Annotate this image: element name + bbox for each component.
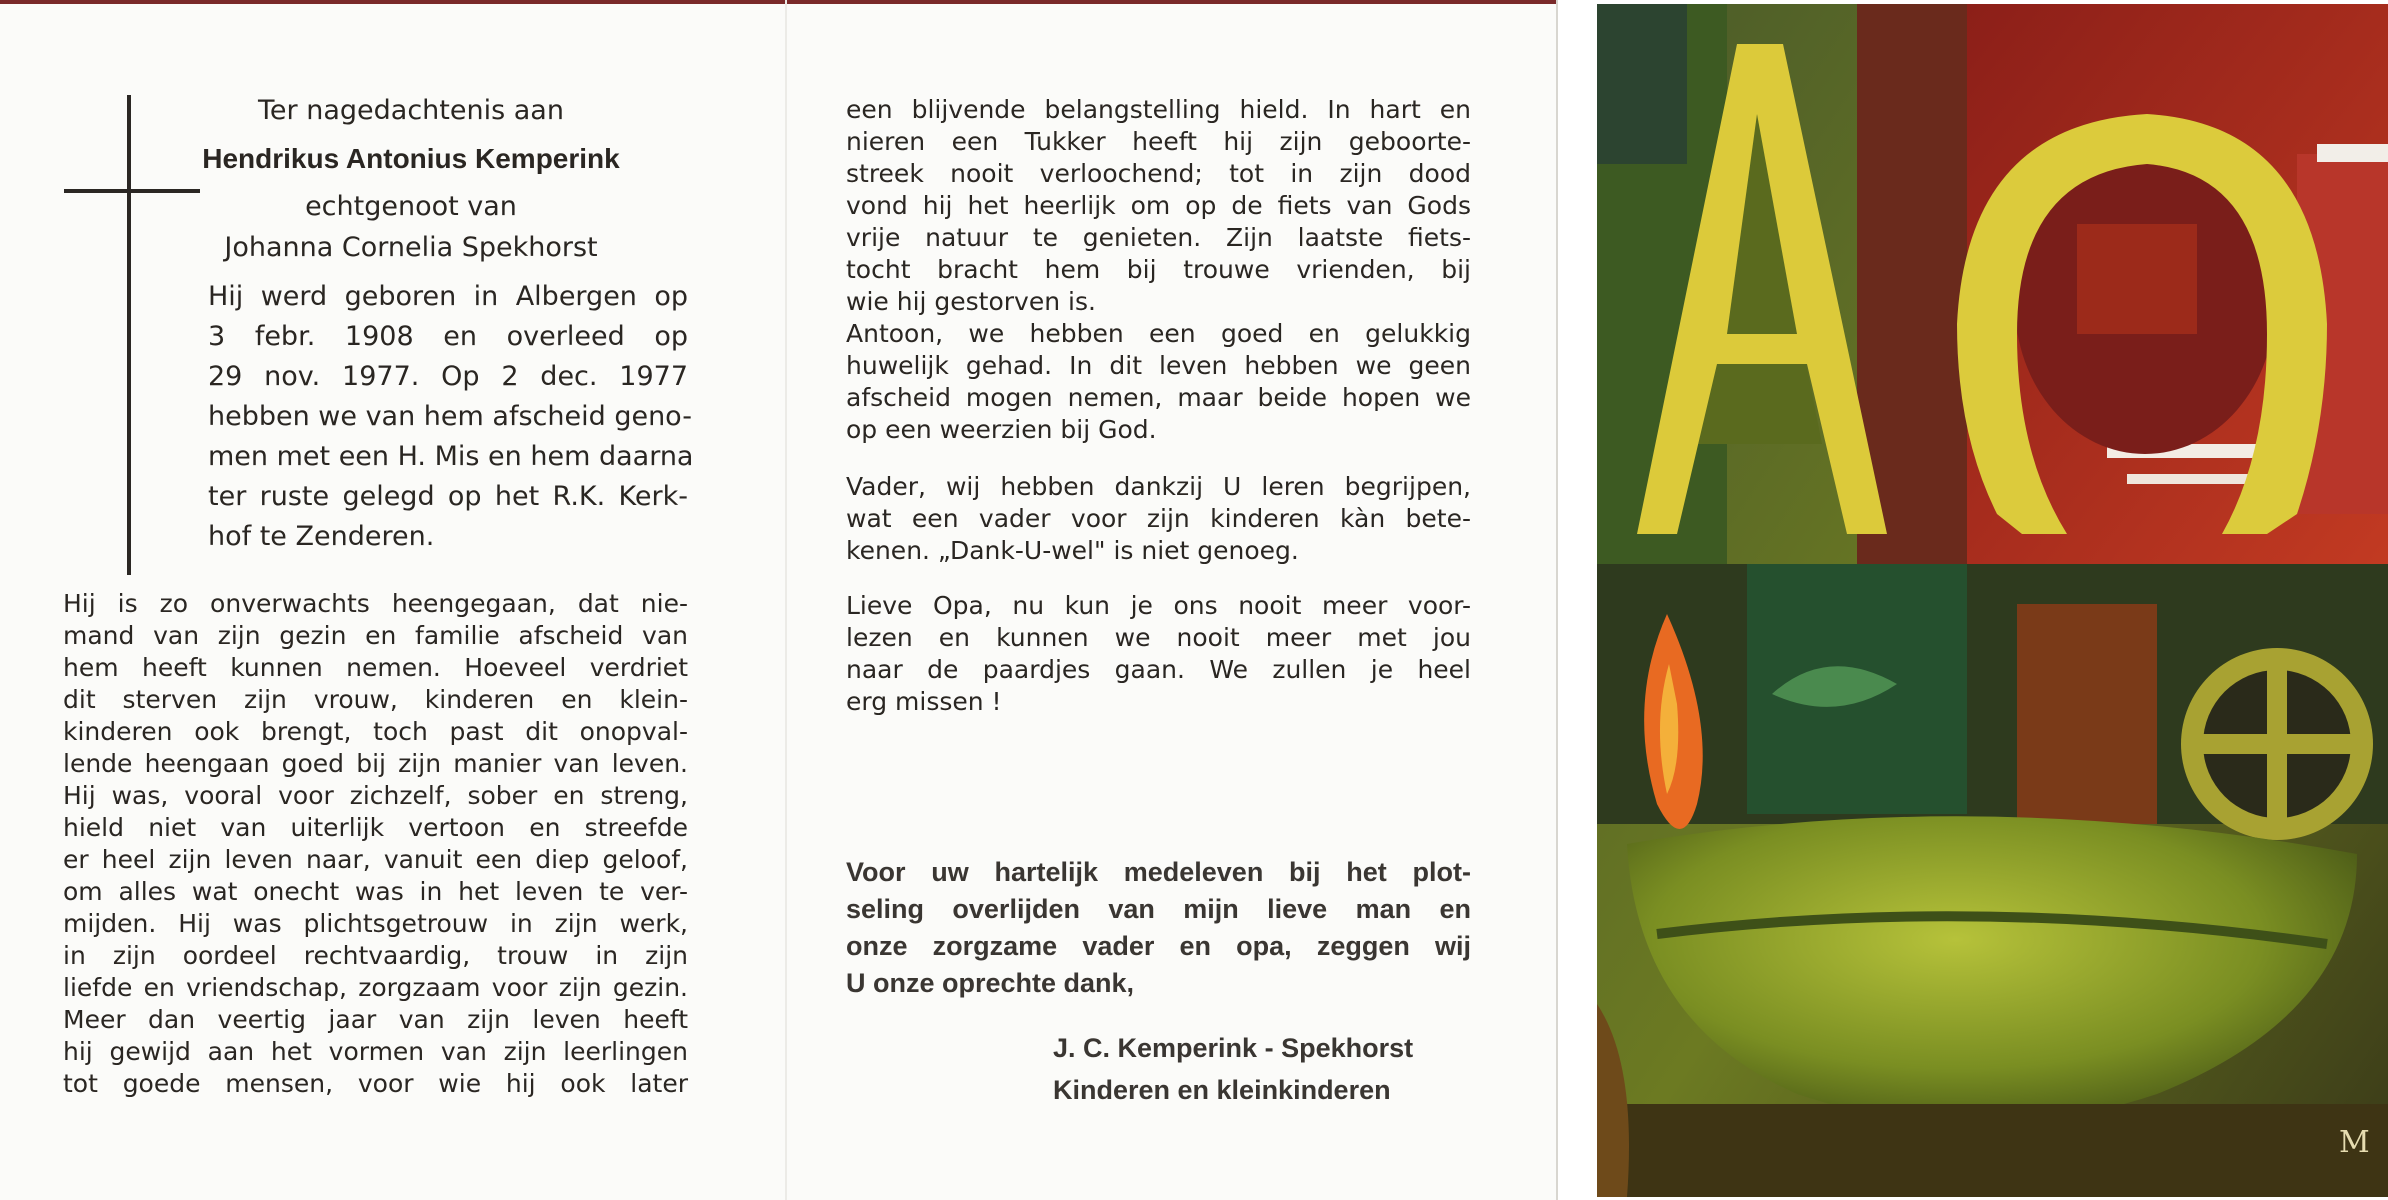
text-line: om alles wat onecht was in het leven te ver- <box>63 877 688 906</box>
card-right-edge <box>1556 0 1558 1200</box>
text-line: hield niet van uiterlijk vertoon en streefde <box>63 813 688 842</box>
text-line: Antoon, we hebben een goed en gelukkig <box>846 319 1471 348</box>
deceased-name: Hendrikus Antonius Kemperink <box>202 143 620 174</box>
artist-monogram: M <box>2339 1125 2370 1160</box>
text-line: 29 nov. 1977. Op 2 dec. 1977 <box>208 361 688 392</box>
text-line: Vader, wij hebben dankzij U leren begrijpen, <box>846 472 1471 501</box>
text-line: onze zorgzame vader en opa, zeggen wij <box>846 931 1471 961</box>
text-line: 3 febr. 1908 en overleed op <box>208 321 688 352</box>
text-line: Lieve Opa, nu kun je ons nooit meer voor- <box>846 591 1471 620</box>
text-line: Voor uw hartelijk medeleven bij het plot- <box>846 857 1471 887</box>
text-line: tot goede mensen, voor wie hij ook later <box>63 1069 688 1098</box>
text-line: U onze oprechte dank, <box>846 968 1135 998</box>
text-line: Hij was, vooral voor zichzelf, sober en streng, <box>63 781 688 810</box>
card-top-edge <box>0 0 1558 4</box>
text-line: lezen en kunnen we nooit meer met jou <box>846 623 1471 652</box>
biography-text <box>63 588 688 1100</box>
text-line: Hij werd geboren in Albergen op <box>208 281 688 312</box>
text-line: Hij is zo onverwachts heengegaan, dat nie- <box>63 589 688 618</box>
father-paragraph <box>846 471 1471 567</box>
text-line: er heel zijn leven naar, vanuit een diep geloof, <box>63 845 688 874</box>
bread-cross-horizontal <box>2197 734 2357 754</box>
continuation-paragraph <box>846 94 1471 446</box>
text-line: dit sterven zijn vrouw, kinderen en klein- <box>63 685 688 714</box>
spouse-name: Johanna Cornelia Spekhorst <box>224 232 598 263</box>
text-line: een blijvende belangstelling hield. In hart en <box>846 95 1471 124</box>
painting-block <box>1597 1104 2388 1197</box>
text-line: afscheid mogen nemen, maar beide hopen we <box>846 383 1471 412</box>
painting-highlight <box>2317 144 2388 162</box>
text-line: op een weerzien bij God. <box>846 415 1157 444</box>
text-line: nieren een Tukker heeft hij zijn geboorte- <box>846 127 1471 156</box>
dates-paragraph <box>208 277 694 557</box>
text-line: vond hij het heerlijk om op de fiets van Gods <box>846 191 1471 220</box>
text-line: naar de paardjes gaan. We zullen je heel <box>846 655 1471 684</box>
text-line: hebben we van hem afscheid geno- <box>208 401 692 432</box>
painting-block <box>1597 4 1687 164</box>
text-line: hof te Zenderen. <box>208 521 435 552</box>
text-line: liefde en vriendschap, zorgzaam voor zijn gezin. <box>63 973 688 1002</box>
text-line: vrije natuur te genieten. Zijn laatste fiets- <box>846 223 1471 252</box>
cross-icon-horizontal <box>64 189 200 193</box>
text-line: ter ruste gelegd op het R.K. Kerk- <box>208 481 688 512</box>
grandpa-paragraph <box>846 590 1471 718</box>
relation-text: echtgenoot van <box>305 191 517 222</box>
signature-line-1: J. C. Kemperink - Spekhorst <box>1053 1033 1414 1063</box>
text-line: mand van zijn gezin en familie afscheid van <box>63 621 688 650</box>
text-line: huwelijk gehad. In dit leven hebben we geen <box>846 351 1471 380</box>
painting-block <box>2017 604 2157 824</box>
alpha-omega-painting <box>1597 4 2388 1197</box>
cross-icon-vertical <box>127 95 131 575</box>
text-line: erg missen ! <box>846 687 1002 716</box>
text-line: kenen. „Dank-U-wel" is niet genoeg. <box>846 536 1299 565</box>
text-line: seling overlijden van mijn lieve man en <box>846 894 1471 924</box>
text-line: wat een vader voor zijn kinderen kàn bete- <box>846 504 1471 533</box>
intro-text: Ter nagedachtenis aan <box>258 95 564 126</box>
signature-line-2: Kinderen en kleinkinderen <box>1053 1075 1391 1105</box>
thanks-paragraph <box>846 854 1471 1002</box>
text-line: men met een H. Mis en hem daarna <box>208 441 694 472</box>
text-line: tocht bracht hem bij trouwe vrienden, bij <box>846 255 1471 284</box>
text-line: kinderen ook brengt, toch past dit onopval- <box>63 717 688 746</box>
painting-block <box>2077 224 2197 334</box>
text-line: streek nooit verloochend; tot in zijn dood <box>846 159 1471 188</box>
text-line: mijden. Hij was plichtsgetrouw in zijn werk, <box>63 909 688 938</box>
text-line: lende heengaan goed bij zijn manier van leven. <box>63 749 688 778</box>
text-line: hem heeft kunnen nemen. Hoeveel verdriet <box>63 653 688 682</box>
text-line: Meer dan veertig jaar van zijn leven heeft <box>63 1005 688 1034</box>
card-fold-line <box>785 0 787 1200</box>
text-line: in zijn oordeel rechtvaardig, trouw in zijn <box>63 941 688 970</box>
text-line: hij gewijd aan het vormen van zijn leerlingen <box>63 1037 688 1066</box>
text-line: wie hij gestorven is. <box>846 287 1096 316</box>
